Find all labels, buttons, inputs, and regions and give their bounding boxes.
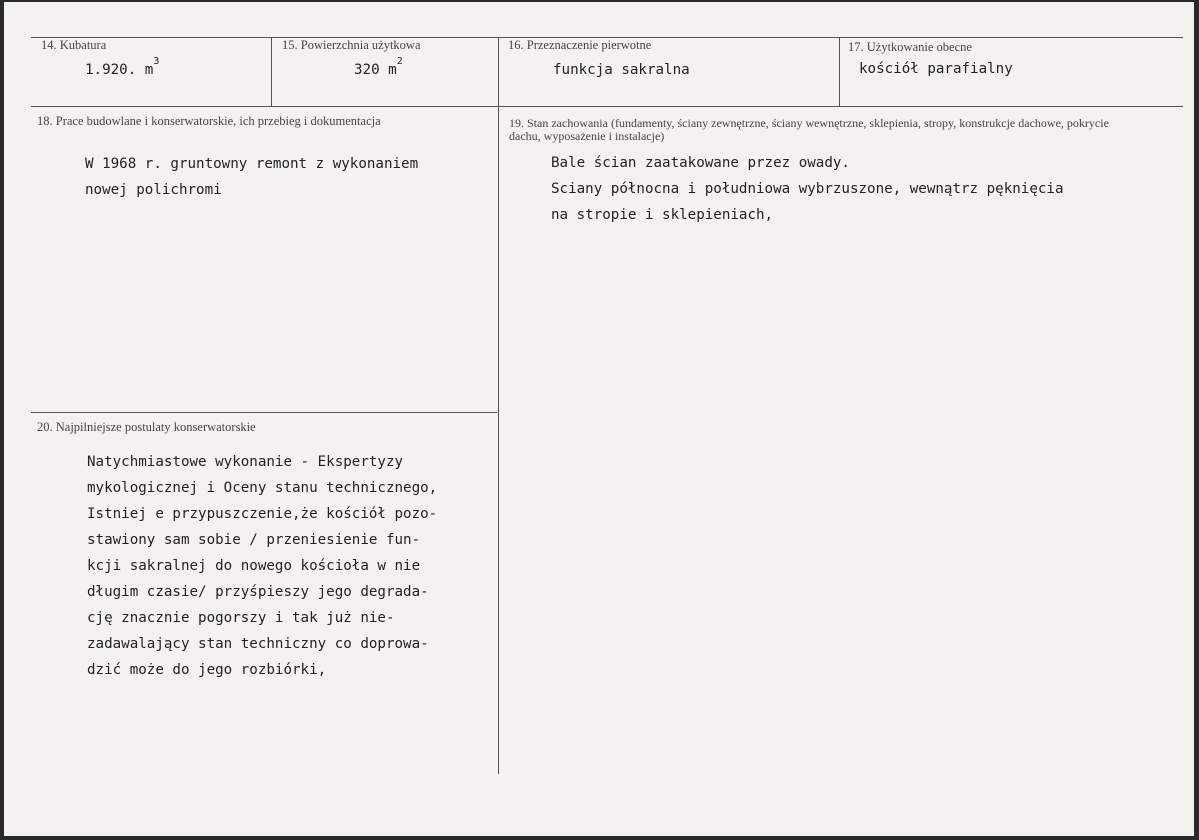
stan-text bbox=[551, 150, 1064, 228]
prace-label: 18. Prace budowlane i konserwatorskie, ich przebieg i dokumentacja bbox=[37, 114, 381, 128]
postulaty-line: Natychmiastowe wykonanie - Ekspertyzy bbox=[87, 454, 404, 470]
postulaty-line: kcji sakralnej do nowego kościoła w nie bbox=[87, 558, 421, 574]
postulaty-line: dzić może do jego rozbiórki, bbox=[87, 662, 327, 678]
przeznaczenie-value: funkcja sakralna bbox=[553, 62, 690, 78]
row-divider-2 bbox=[31, 412, 497, 413]
powierzchnia-label: 15. Powierzchnia użytkowa bbox=[282, 38, 421, 52]
stan-label: 19. Stan zachowania (fundamenty, ściany zewnętrzne, ściany wewnętrzne, sklepienia, stropy, konstrukcje dachowe, pokrycie dachu, wyposażenie i instalacje) bbox=[509, 116, 1109, 143]
row-divider-1 bbox=[31, 106, 1183, 107]
przeznaczenie-label: 16. Przeznaczenie pierwotne bbox=[508, 38, 652, 52]
postulaty-line: długim czasie/ przyśpieszy jego degrada- bbox=[87, 584, 429, 600]
kubatura-label: 14. Kubatura bbox=[41, 38, 107, 52]
postulaty-line: Istniej e przypuszczenie,że kościół pozo- bbox=[87, 506, 438, 522]
column-divider-2 bbox=[498, 37, 499, 774]
powierzchnia-value: 320 $m^2$ bbox=[354, 56, 403, 78]
postulaty-text bbox=[87, 449, 437, 683]
postulaty-line: zadawalający stan techniczny co doprowa- bbox=[87, 636, 429, 652]
inventory-card bbox=[4, 2, 1194, 836]
uzytkowanie-value: kościół parafialny bbox=[859, 61, 1013, 77]
stan-line: Sciany północna i południowa wybrzuszone, wewnątrz pęknięcia bbox=[551, 181, 1064, 197]
kubatura-value: 1.920. $m^3$ bbox=[85, 56, 160, 78]
column-divider-3 bbox=[839, 37, 840, 106]
kubatura-unit-exponent: 3 bbox=[153, 56, 160, 67]
postulaty-label: 20. Najpilniejsze postulaty konserwatorskie bbox=[37, 420, 256, 434]
prace-line: nowej polichromi bbox=[85, 182, 222, 198]
postulaty-line: stawiony sam sobie / przeniesienie fun- bbox=[87, 532, 421, 548]
stan-line: Bale ścian zaatakowane przez owady. bbox=[551, 155, 850, 171]
prace-line: W 1968 r. gruntowny remont z wykonaniem bbox=[85, 156, 419, 172]
stan-line: na stropie i sklepieniach, bbox=[551, 207, 774, 223]
postulaty-line: cję znacznie pogorszy i tak już nie- bbox=[87, 610, 395, 626]
uzytkowanie-label: 17. Użytkowanie obecne bbox=[848, 40, 972, 54]
column-divider-1 bbox=[271, 37, 272, 106]
postulaty-line: mykologicznej i Oceny stanu technicznego, bbox=[87, 480, 438, 496]
powierzchnia-unit-exponent: 2 bbox=[396, 56, 403, 67]
prace-text bbox=[85, 151, 418, 203]
